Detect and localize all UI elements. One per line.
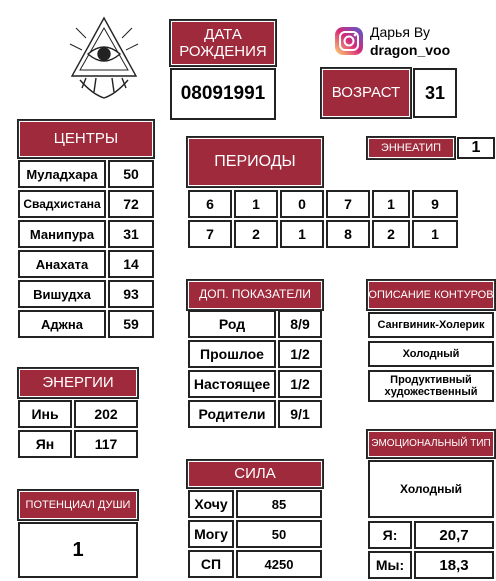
contours-title: ОПИСАНИЕ КОНТУРОВ [367,280,495,310]
period-value: 2 [234,220,278,248]
period-value: 1 [372,190,410,218]
center-value: 14 [108,250,154,278]
center-value: 50 [108,160,154,188]
centers-title: ЦЕНТРЫ [18,120,154,158]
birthdate-label: ДАТА РОЖДЕНИЯ [170,20,276,66]
emotional-value: 18,3 [414,551,494,579]
enneatype-value: 1 [457,137,495,159]
period-value: 1 [412,220,458,248]
energy-value: 117 [74,430,138,458]
center-label: Свадхистана [18,190,106,218]
emotional-label: Мы: [368,551,412,579]
contour-item: Сангвиник-Холерик [368,312,494,338]
center-label: Муладхара [18,160,106,188]
strength-label: Хочу [188,490,234,518]
periods-title: ПЕРИОДЫ [187,137,323,187]
strength-value: 50 [236,520,322,548]
emotional-title: ЭМОЦИОНАЛЬНЫЙ ТИП [367,430,495,458]
soul-title: ПОТЕНЦИАЛ ДУШИ [18,490,138,520]
period-value: 7 [326,190,370,218]
center-value: 72 [108,190,154,218]
period-value: 7 [188,220,232,248]
all-seeing-eye-logo-icon [66,14,142,100]
enneatype-label: ЭННЕАТИП [367,137,455,159]
period-value: 6 [188,190,232,218]
center-value: 93 [108,280,154,308]
age-value: 31 [413,68,457,118]
contour-item: Продуктивный художественный [368,370,494,402]
emotional-label: Я: [368,521,412,549]
extra-value: 8/9 [278,310,322,338]
extra-label: Род [188,310,276,338]
center-label: Манипура [18,220,106,248]
soul-value: 1 [18,522,138,578]
extra-label: Прошлое [188,340,276,368]
emotional-type-value: Холодный [368,460,494,518]
period-value: 1 [234,190,278,218]
energy-label: Ян [18,430,72,458]
strength-label: СП [188,550,234,578]
instagram-icon[interactable] [334,26,364,56]
center-value: 31 [108,220,154,248]
center-label: Аджна [18,310,106,338]
center-value: 59 [108,310,154,338]
strength-title: СИЛА [187,460,323,488]
period-value: 2 [372,220,410,248]
extra-value: 1/2 [278,370,322,398]
age-label: ВОЗРАСТ [321,68,411,118]
period-value: 1 [280,220,324,248]
contour-item: Холодный [368,341,494,367]
extra-label: Родители [188,400,276,428]
energies-title: ЭНЕРГИИ [18,368,138,398]
center-label: Вишудха [18,280,106,308]
center-label: Анахата [18,250,106,278]
extra-value: 1/2 [278,340,322,368]
birthdate-value: 08091991 [170,68,276,120]
energy-value: 202 [74,400,138,428]
strength-value: 4250 [236,550,322,578]
extra-value: 9/1 [278,400,322,428]
extra-title: ДОП. ПОКАЗАТЕЛИ [187,280,323,310]
period-value: 0 [280,190,324,218]
emotional-value: 20,7 [414,521,494,549]
period-value: 8 [326,220,370,248]
strength-value: 85 [236,490,322,518]
profile-name: Дарья Ву [370,24,430,40]
strength-label: Могу [188,520,234,548]
profile-handle[interactable]: dragon_voo [370,42,451,58]
extra-label: Настоящее [188,370,276,398]
energy-label: Инь [18,400,72,428]
period-value: 9 [412,190,458,218]
